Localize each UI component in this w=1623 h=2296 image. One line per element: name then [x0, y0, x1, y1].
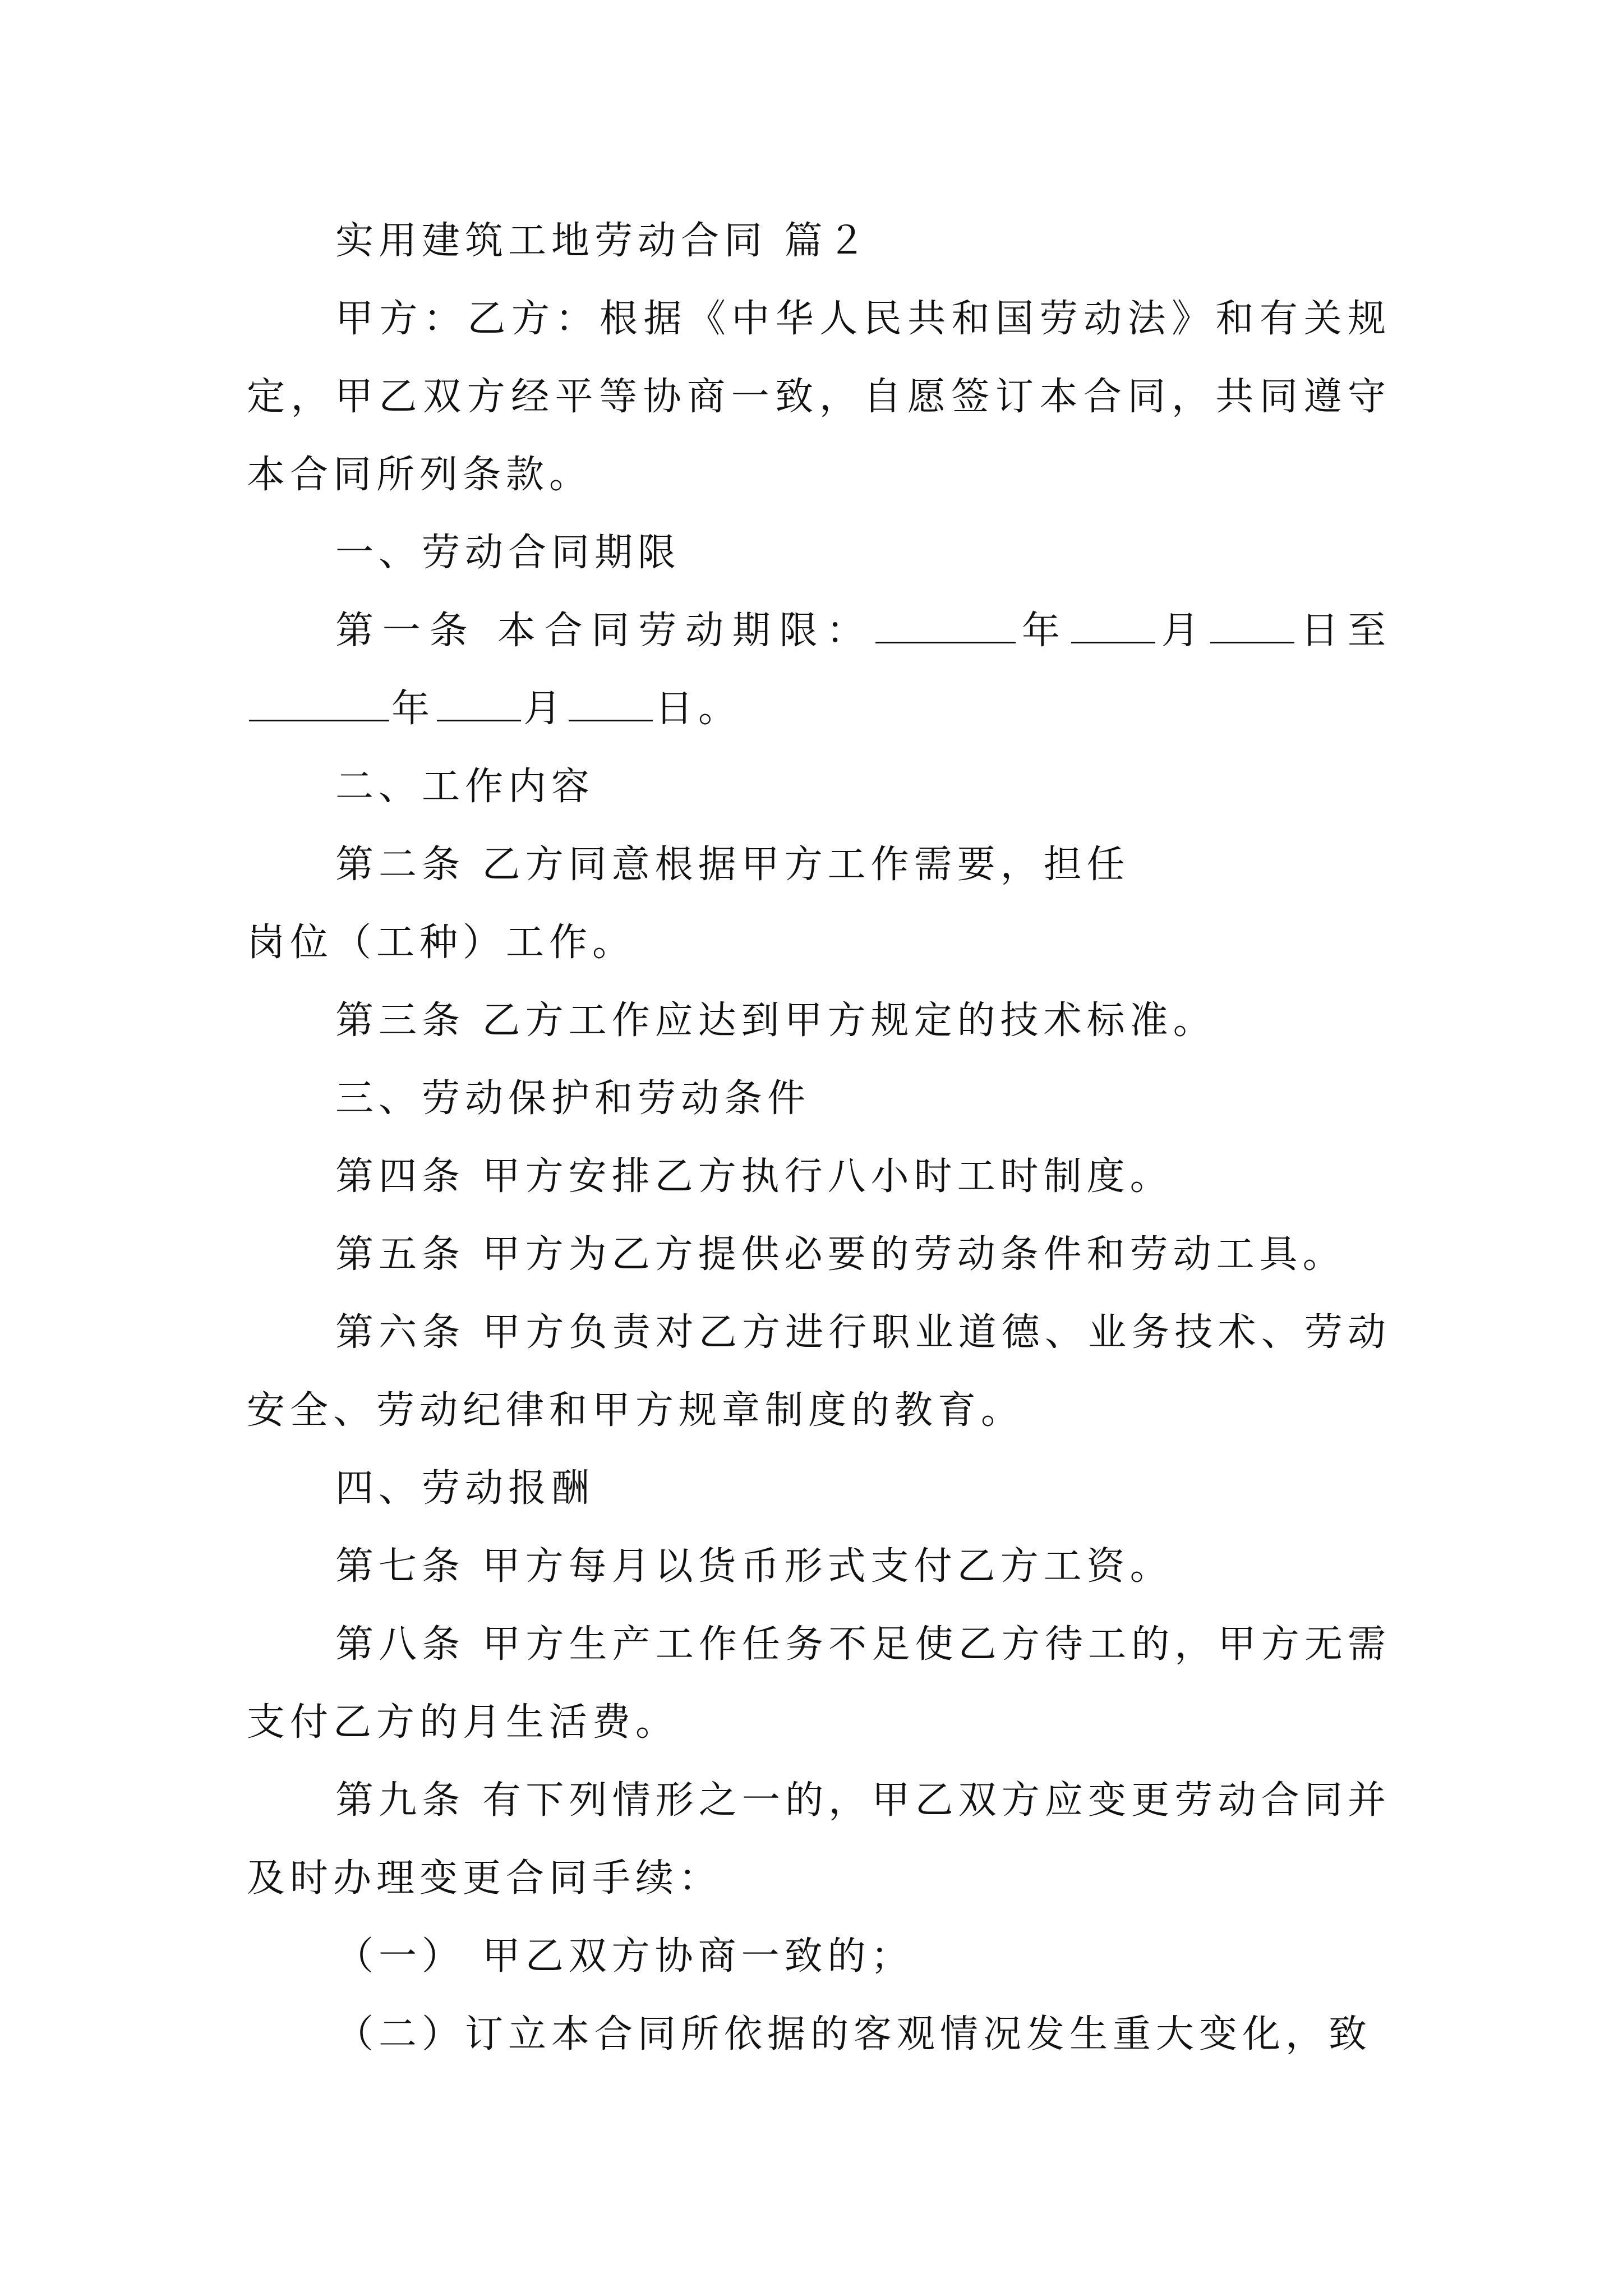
end-day-label: 日。	[655, 687, 742, 731]
article-8: 第八条 甲方生产工作任务不足使乙方待工的，甲方无需支付乙方的月生活费。	[247, 1622, 1391, 1745]
article-3: 第三条 乙方工作应达到甲方规定的技术标准。	[335, 999, 1216, 1043]
end-year-blank	[249, 680, 389, 721]
article-2-line-2: 岗位（工种）工作。	[247, 921, 636, 965]
article-4: 第四条 甲方安排乙方执行八小时工时制度。	[335, 1154, 1173, 1199]
section-heading-pay: 四、劳动报酬	[335, 1466, 595, 1511]
article-1	[247, 592, 1391, 748]
article-2-line-1: 第二条 乙方同意根据甲方工作需要，担任	[335, 843, 1130, 887]
year-blank	[875, 602, 1016, 643]
end-month-label: 月	[523, 687, 567, 731]
month-blank	[1071, 602, 1155, 643]
article-5: 第五条 甲方为乙方提供必要的劳动条件和劳动工具。	[335, 1232, 1346, 1277]
month-label: 月	[1157, 609, 1209, 653]
article-1-prefix: 第一条 本合同劳动期限：	[335, 609, 874, 653]
document-body	[247, 202, 1391, 2073]
section-heading-protection: 三、劳动保护和劳动条件	[335, 1076, 811, 1121]
end-day-blank	[569, 680, 653, 721]
article-9: 第九条 有下列情形之一的，甲乙双方应变更劳动合同并及时办理变更合同手续：	[247, 1778, 1391, 1901]
article-6: 第六条 甲方负责对乙方进行职业道德、业务技术、劳动安全、劳动纪律和甲方规章制度的教育。	[247, 1310, 1391, 1433]
day-blank	[1210, 602, 1294, 643]
article-7: 第七条 甲方每月以货币形式支付乙方工资。	[335, 1544, 1173, 1589]
document-title: 实用建筑工地劳动合同 篇２	[335, 219, 871, 263]
year-label: 年	[1018, 609, 1069, 653]
intro-paragraph: 甲方：乙方：根据《中华人民共和国劳动法》和有关规定，甲乙双方经平等协商一致，自愿签订本合同，共同遵守本合同所列条款。	[247, 297, 1391, 497]
section-heading-work: 二、工作内容	[335, 765, 595, 809]
end-month-blank	[437, 680, 521, 721]
end-year-label: 年	[391, 687, 435, 731]
list-item-1: （一） 甲乙双方协商一致的；	[335, 1934, 914, 1978]
day-to-label: 日至	[1297, 609, 1391, 653]
section-heading-term: 一、劳动合同期限	[335, 531, 681, 575]
list-item-2: （二）订立本合同所依据的客观情况发生重大变化，致	[335, 2012, 1372, 2056]
